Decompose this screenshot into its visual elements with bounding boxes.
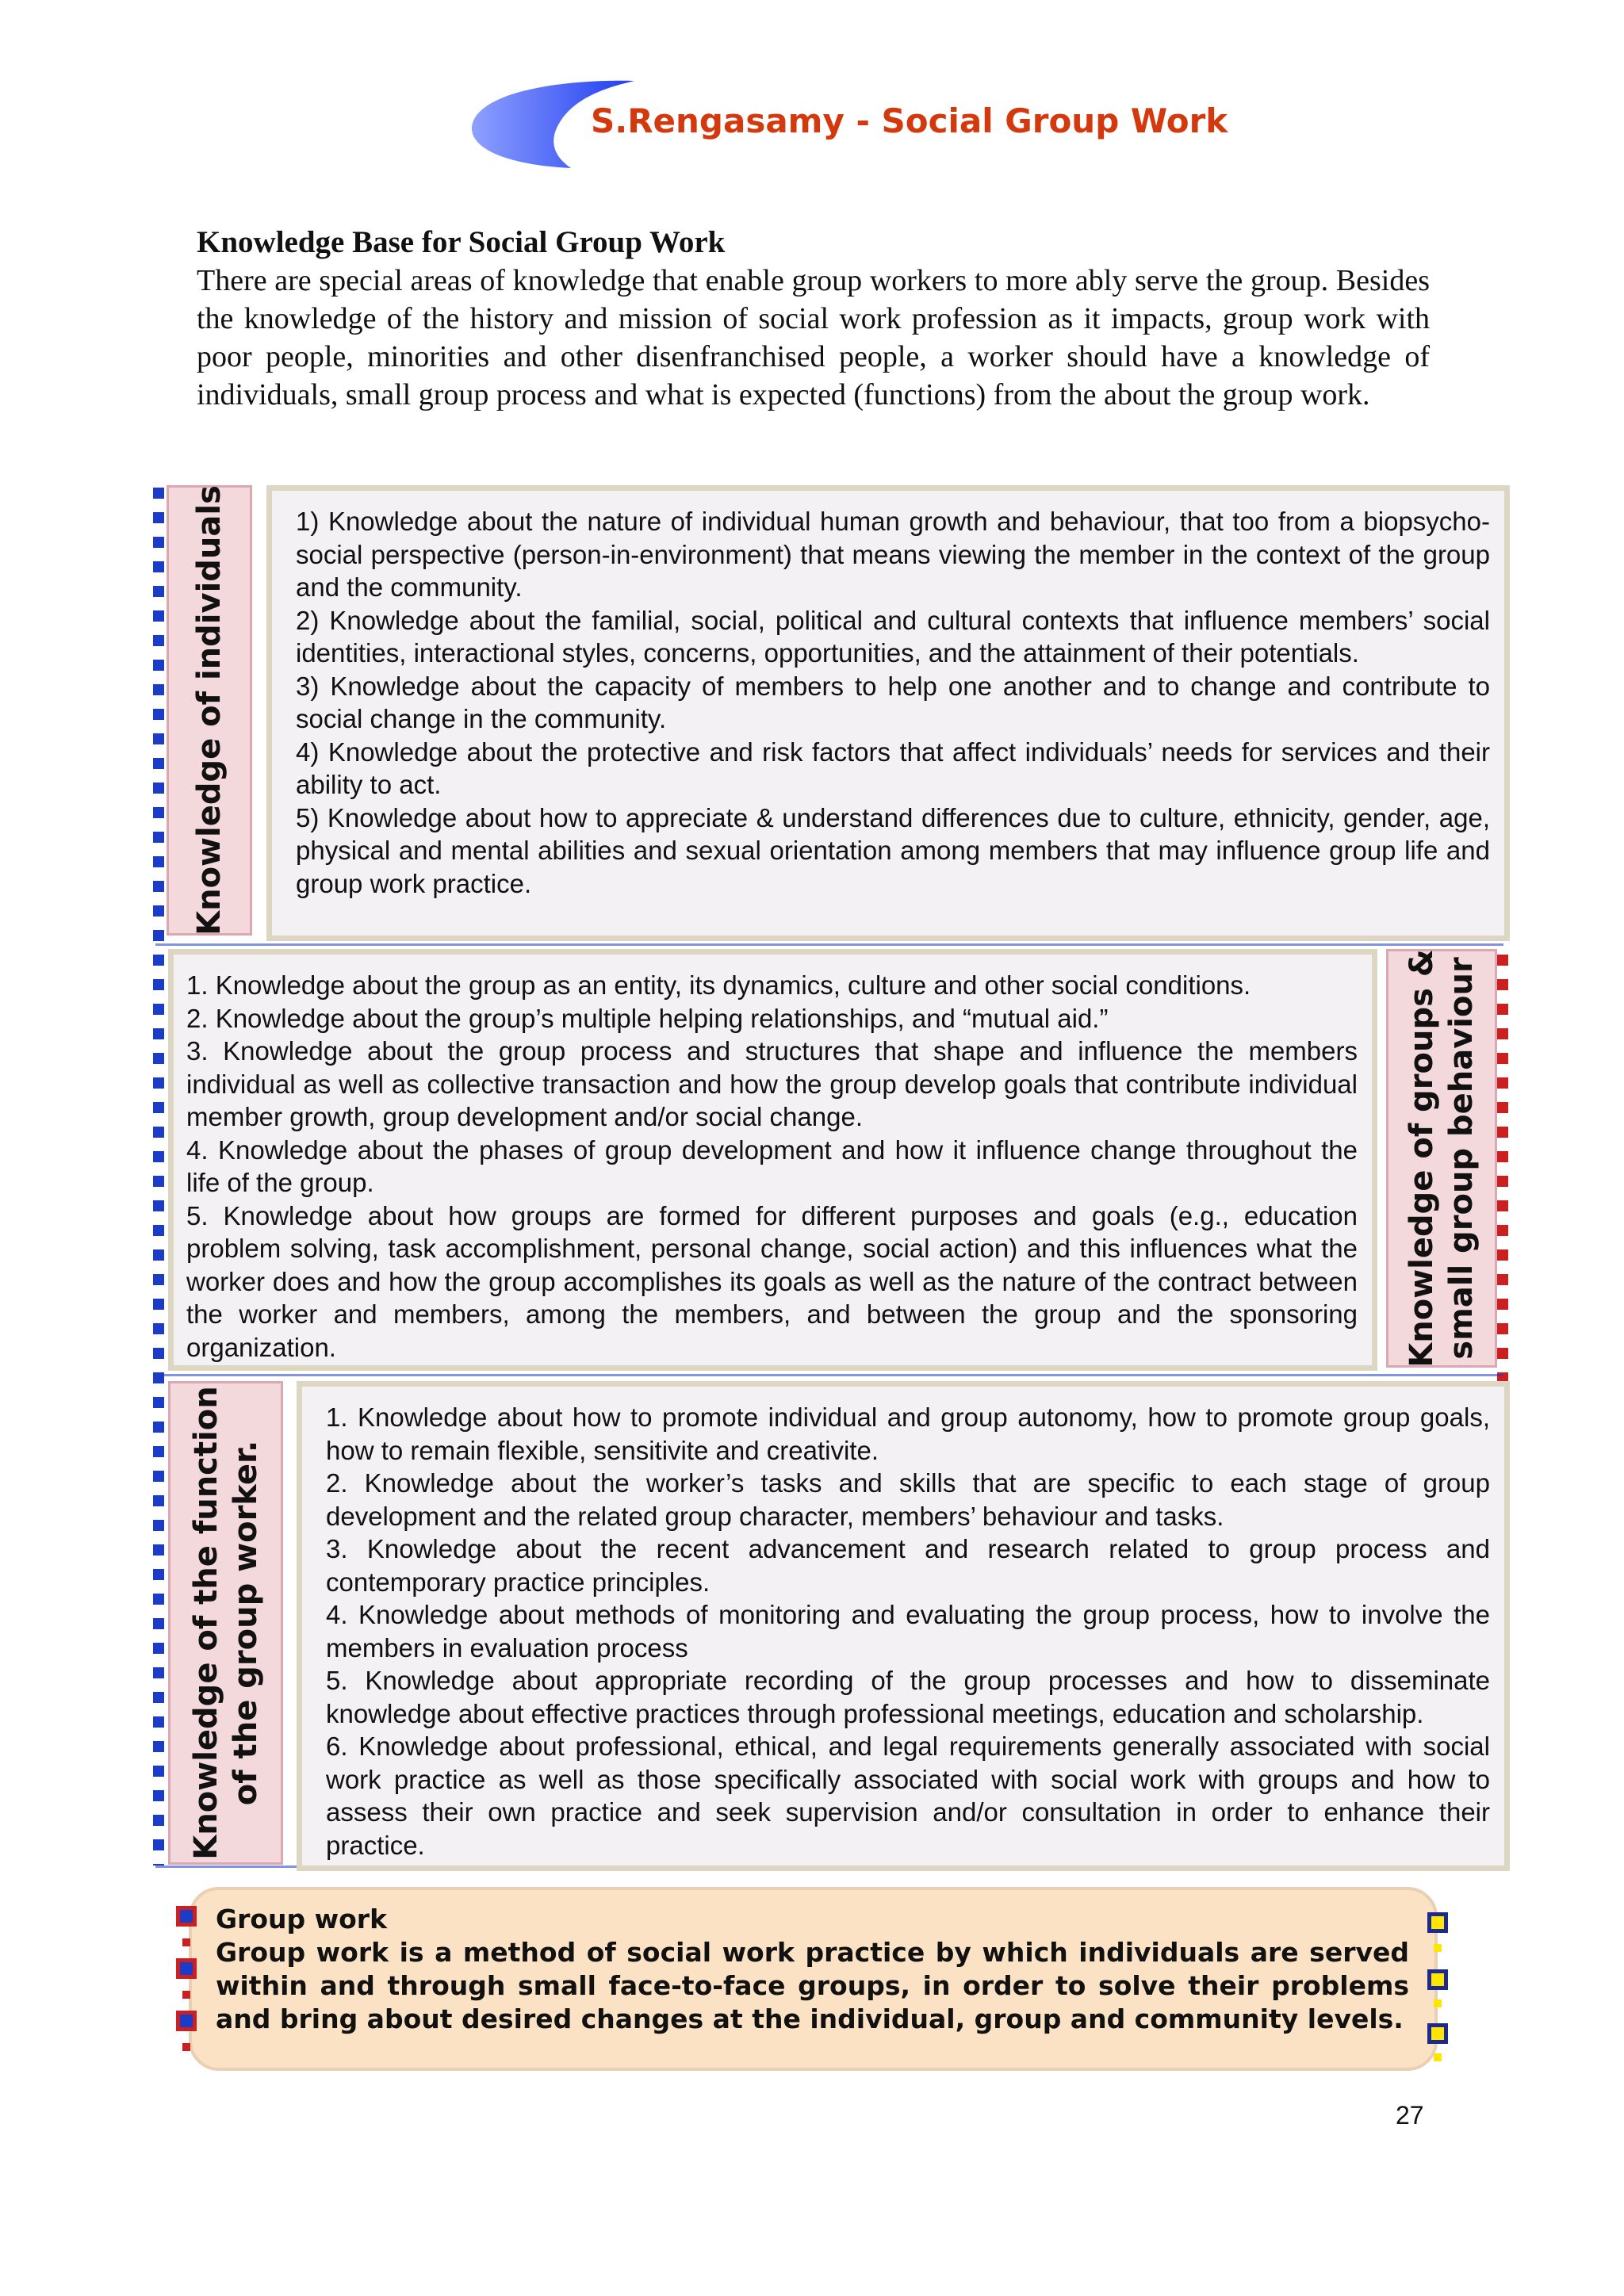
intro-section <box>197 224 1430 414</box>
worker-knowledge-box <box>297 1381 1510 1871</box>
decorative-square-icon <box>176 1906 197 1927</box>
decorative-dot-icon <box>1434 2053 1442 2061</box>
group-work-heading: Group work <box>216 1904 388 1934</box>
list-item: 6. Knowledge about professional, ethical, and legal requirements generally associated with social work practice as well as those specifically associated with social work with groups and how to assess their own practice and seek supervision and/or consultation in order to enhance their practice. <box>326 1732 1490 1860</box>
section-label-worker <box>186 1386 266 1859</box>
decorative-dot-icon <box>182 2043 190 2051</box>
section-label-worker-line2: of the group worker. <box>227 1440 264 1806</box>
list-item: 3. Knowledge about the recent advancement and research related to group process and contemporary practice principles. <box>326 1534 1490 1597</box>
list-item: 4. Knowledge about methods of monitoring and evaluating the group process, how to involve the members in evaluation process <box>326 1600 1490 1663</box>
list-item: 1) Knowledge about the nature of individual human growth and behaviour, that too from a biopsycho-social perspective (person-in-environment) that means viewing the member in the context of the group and the community. <box>296 507 1490 602</box>
list-item: 3) Knowledge about the capacity of members to help one another and to change and contribute to social change in the community. <box>296 671 1490 733</box>
list-item: 4) Knowledge about the protective and risk factors that affect individuals’ needs for services and their ability to act. <box>296 737 1490 799</box>
individuals-knowledge-box <box>266 485 1510 941</box>
group-work-text <box>216 1903 1409 2036</box>
decorative-dot-icon <box>182 1991 190 1999</box>
groups-knowledge-box <box>168 949 1377 1371</box>
section-label-groups-line2: small group behaviour <box>1443 957 1480 1360</box>
list-item: 2. Knowledge about the group’s multiple helping relationships, and “mutual aid.” <box>186 1003 1109 1033</box>
decorative-dot-icon <box>1434 1999 1442 2007</box>
list-item: 5. Knowledge about how groups are formed for different purposes and goals (e.g., education problem solving, task accomplishment, personal change, social action) and this influences what the worker does and how the group accomplishes its goals as well as the nature of the contract between the worker and members, among the members, and between the group and the sponsoring organization. <box>186 1200 1358 1362</box>
decorative-square-icon <box>1427 1912 1448 1933</box>
left-blue-square-strip <box>153 488 164 1866</box>
section-label-groups-line1: Knowledge of groups & <box>1404 949 1440 1368</box>
list-item: 4. Knowledge about the phases of group development and how it influence change throughout the life of the group. <box>186 1135 1358 1197</box>
divider-line <box>155 1374 1503 1376</box>
list-item: 2) Knowledge about the familial, social, political and cultural contexts that influence members’ social identities, interactional styles, concerns, opportunities, and the attainment of their potentials. <box>296 605 1490 668</box>
header-title: S.Rengasamy - Social Group Work <box>591 101 1228 140</box>
list-item: 5) Knowledge about how to appreciate & understand differences due to culture, ethnicity, gender, age, physical and mental abilities and sexual orientation among members that may influence group life and group work practice. <box>296 802 1490 898</box>
decorative-square-icon <box>1427 1969 1448 1990</box>
list-item: 3. Knowledge about the group process and structures that shape and influence the members individual as well as collective transaction and how the group develop goals that contribute individual member growth, group development and/or social change. <box>186 1036 1358 1131</box>
list-item: 2. Knowledge about the worker’s tasks and skills that are specific to each stage of group development and the related group character, members’ behaviour and tasks. <box>326 1468 1490 1531</box>
section-label-groups <box>1402 949 1481 1367</box>
intro-heading: Knowledge Base for Social Group Work <box>197 225 726 259</box>
decorative-square-icon <box>176 2011 197 2031</box>
decorative-square-icon <box>176 1958 197 1979</box>
group-work-definition: Group work is a method of social work practice by which individuals are served within and through small face-to-face groups, in order to solve their problems and bring about desired changes at the individual, group and community levels. <box>216 1937 1409 2034</box>
decorative-dot-icon <box>182 1938 190 1946</box>
label-box-worker <box>168 1381 283 1865</box>
decorative-square-icon <box>1427 2023 1448 2044</box>
label-box-groups <box>1386 949 1497 1368</box>
page-number: 27 <box>1396 2101 1424 2130</box>
section-label-worker-line1: Knowledge of the function <box>187 1386 224 1860</box>
section-label-individuals: Knowledge of individuals <box>191 485 228 936</box>
list-item: 5. Knowledge about appropriate recording of the group processes and how to disseminate knowledge about effective practices through professional meetings, education and scholarship. <box>326 1666 1490 1728</box>
intro-body: There are special areas of knowledge that enable group workers to more ably serve the group. Besides the knowledge of the history and mission of social work profession as it impacts, group work with poor people, minorities and other disenfranchised people, a worker should have a knowledge of individuals, small group process and what is expected (functions) from the about the group work. <box>197 264 1430 411</box>
decorative-dot-icon <box>1434 1944 1442 1952</box>
list-item: 1. Knowledge about how to promote individual and group autonomy, how to promote group goals, how to remain flexible, sensitivite and creativite. <box>326 1402 1490 1465</box>
list-item: 1. Knowledge about the group as an entity, its dynamics, culture and other social conditions. <box>186 970 1251 1000</box>
divider-line <box>155 943 1503 946</box>
label-box-individuals <box>167 485 252 936</box>
